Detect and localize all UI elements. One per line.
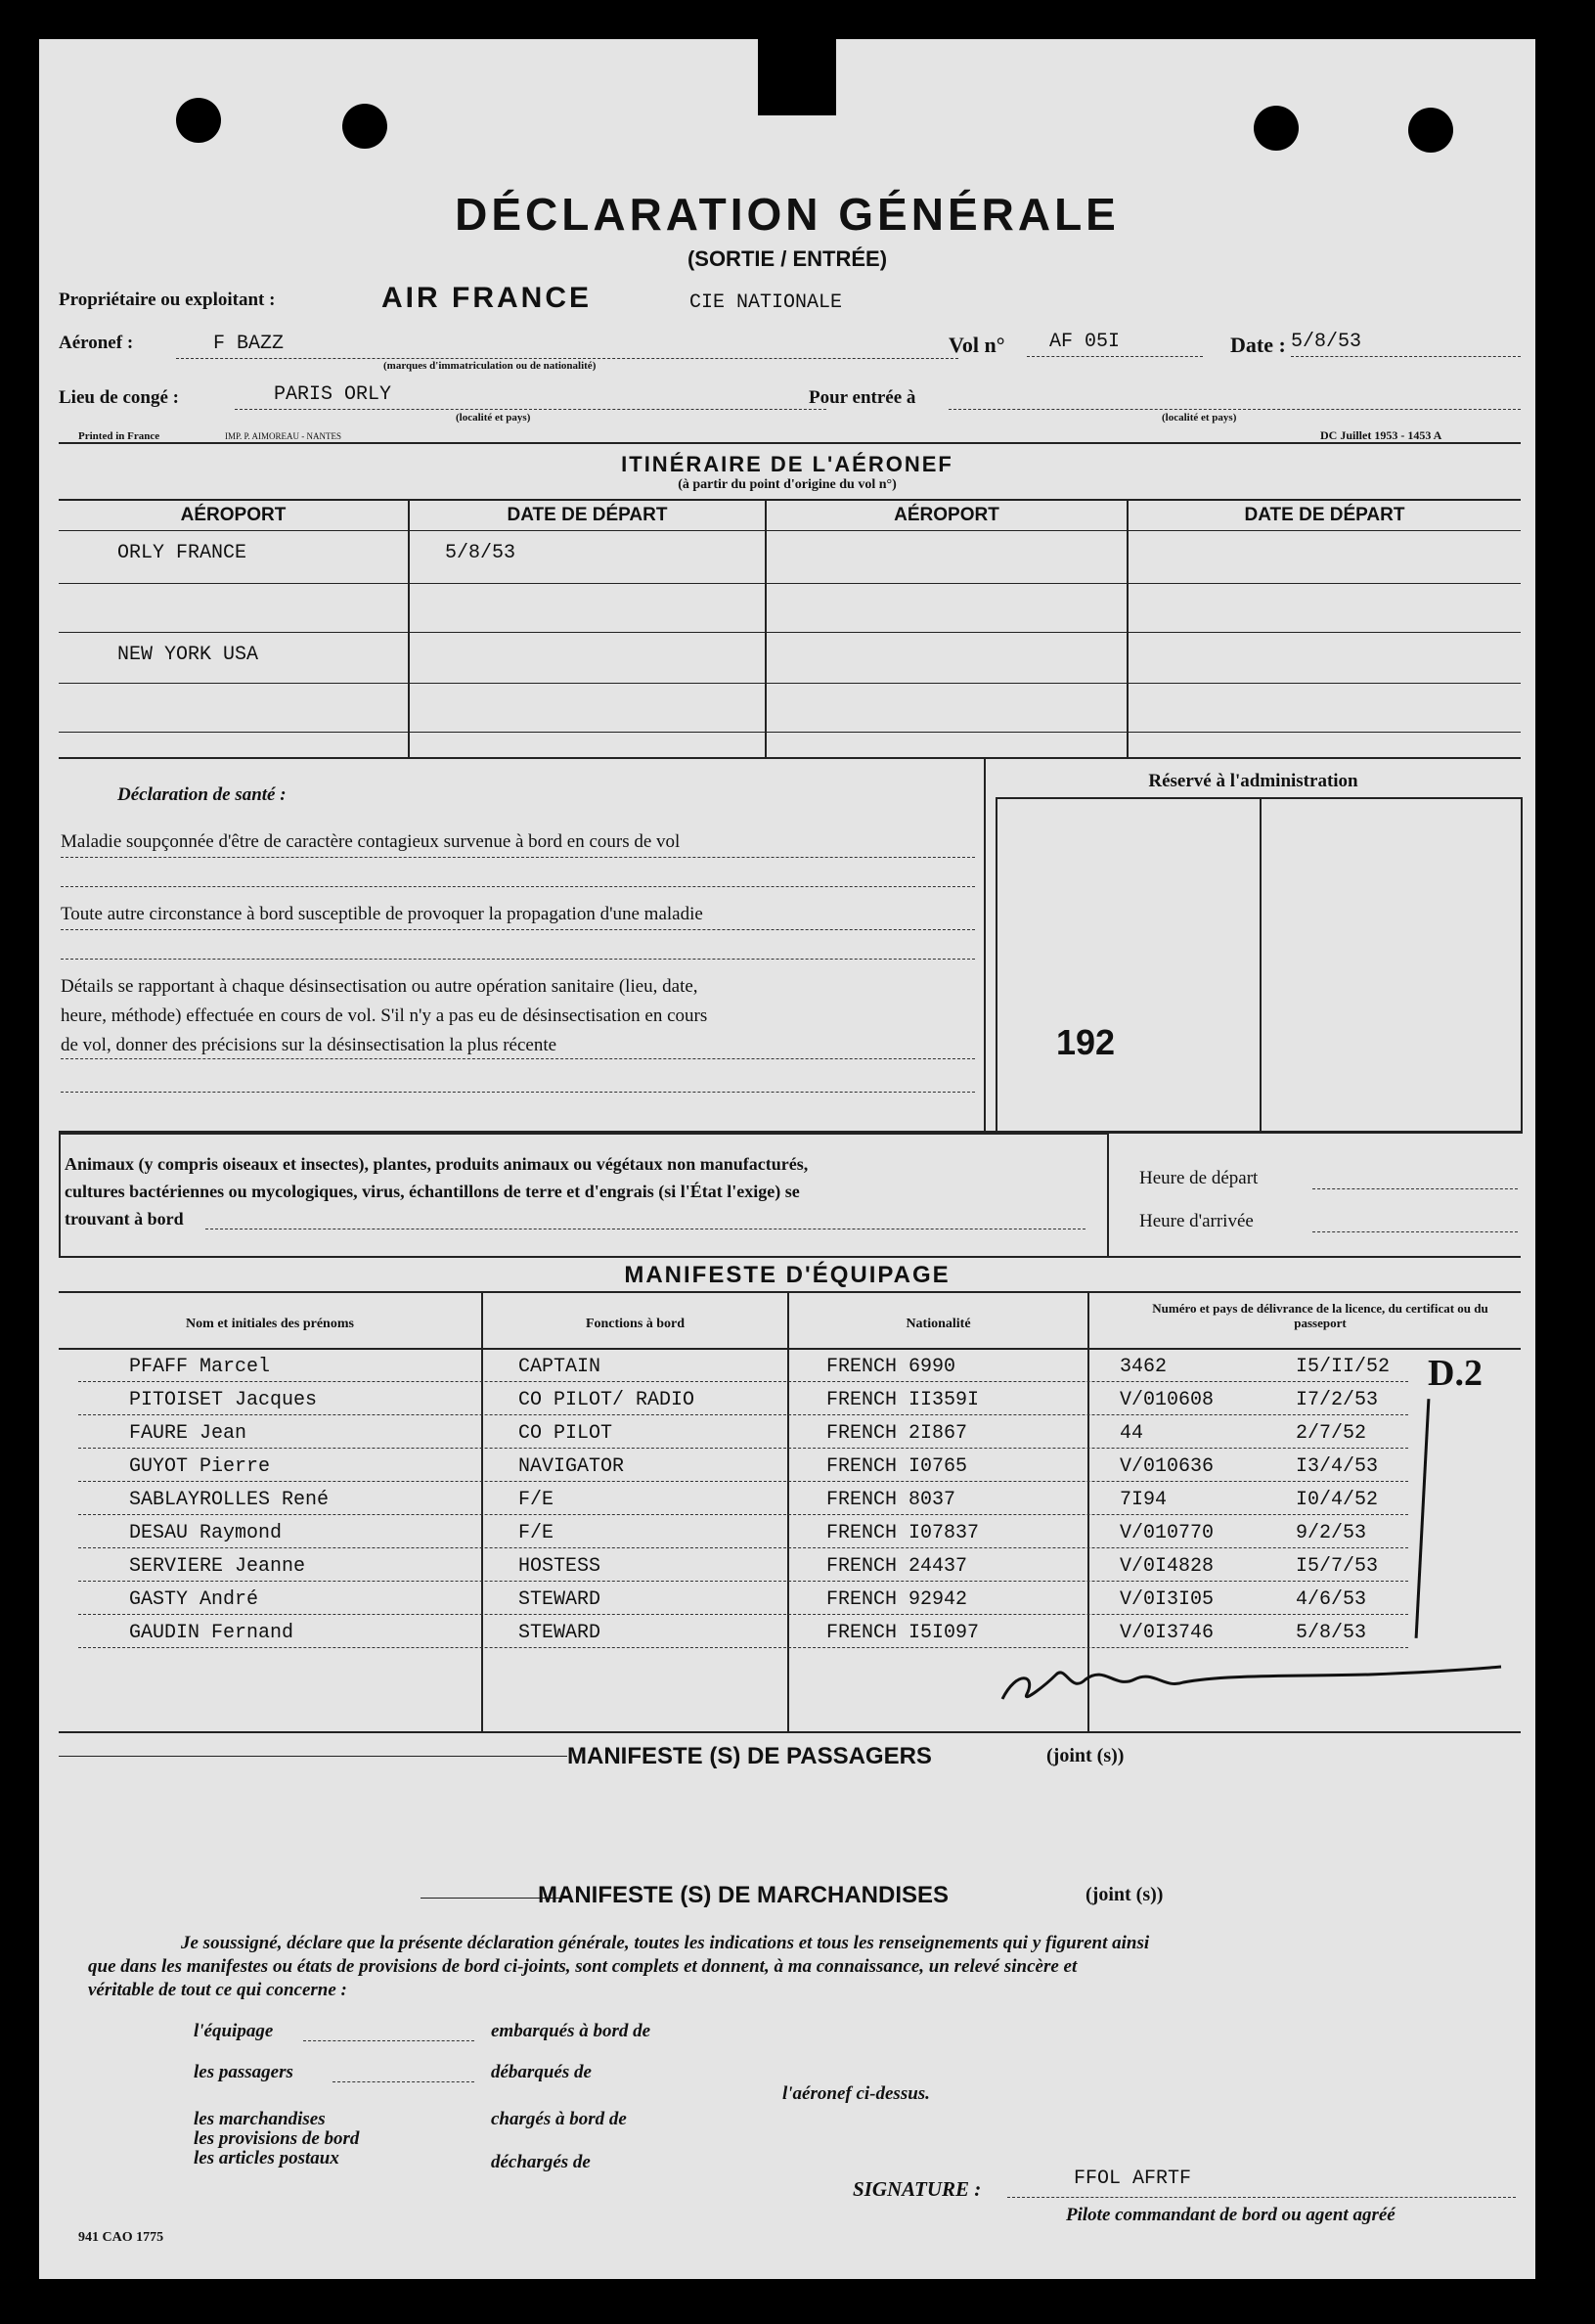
top-notch [758,37,836,115]
crew-cell-function: CO PILOT [518,1422,613,1445]
decl-mail: les articles postaux [194,2148,339,2168]
crew-row-line [78,1481,1408,1482]
crew-cell-function: NAVIGATOR [518,1455,625,1478]
crew-cell-date: 2/7/52 [1296,1422,1367,1445]
itinerary-title: ITINÉRAIRE DE L'AÉRONEF [621,452,953,476]
itinerary-header: DATE DE DÉPART [507,505,668,525]
crew-row-line [78,1381,1408,1382]
signature-label: SIGNATURE : [853,2177,982,2201]
punch-hole [176,98,221,143]
health-line3b: heure, méthode) effectuée en cours de vol. S'il n'y a pas eu de désinsectisation en cours [61,1006,708,1026]
signature-scribble [997,1645,1506,1714]
itinerary-table [59,501,1521,757]
passengers-title: MANIFESTE (S) DE PASSAGERS [567,1743,932,1769]
crew-cell-license: 44 [1120,1422,1144,1445]
owner-note: CIE NATIONALE [689,291,843,314]
crew-cell-nationality: FRENCH 92942 [826,1588,968,1611]
crew-row [59,1485,1521,1518]
crew-row-line [78,1547,1408,1548]
animals-line1: Animaux (y compris oiseaux et insectes), plantes, produits animaux ou végétaux non manufacturés, [65,1154,809,1174]
crew-row [59,1418,1521,1452]
itinerary-header: AÉROPORT [180,505,287,525]
crew-cell-name: SABLAYROLLES René [129,1489,330,1511]
crew-cell-date: I5/II/52 [1296,1356,1391,1378]
crew-cell-date: 9/2/53 [1296,1522,1367,1544]
date-label: Date : [1230,333,1286,357]
decl-cargo: les marchandises [194,2109,326,2129]
crew-cell-license: V/010636 [1120,1455,1215,1478]
crew-cell-nationality: FRENCH 2I867 [826,1422,968,1445]
itinerary-cell: ORLY FRANCE [117,542,247,564]
crew-cell-function: STEWARD [518,1622,601,1644]
passengers-joint: (joint (s)) [1046,1745,1125,1766]
crew-row [59,1452,1521,1485]
cargo-title: MANIFESTE (S) DE MARCHANDISES [538,1882,950,1908]
crew-row [59,1518,1521,1551]
crew-cell-date: I7/2/53 [1296,1389,1379,1411]
crew-row [59,1551,1521,1585]
crew-header: Nationalité [906,1317,971,1331]
crew-annotation: D.2 [1428,1353,1483,1394]
crew-header: Nom et initiales des prénoms [186,1317,354,1331]
decl-passengers: les passagers [194,2062,293,2082]
crew-cell-nationality: FRENCH 8037 [826,1489,956,1511]
flight-label: Vol n° [949,333,1005,357]
crew-cell-name: FAURE Jean [129,1422,247,1445]
health-title: Déclaration de santé : [117,784,287,805]
crew-row-line [78,1614,1408,1615]
crew-cell-license: V/0I3746 [1120,1622,1215,1644]
crew-row [59,1585,1521,1618]
crew-cell-license: V/010770 [1120,1522,1215,1544]
aircraft-value: F BAZZ [213,333,285,355]
crew-cell-name: PFAFF Marcel [129,1356,271,1378]
crew-cell-name: GUYOT Pierre [129,1455,271,1478]
decl-m3: chargés à bord de [491,2109,627,2129]
entry-label: Pour entrée à [809,387,916,408]
heure-arrivee-label: Heure d'arrivée [1139,1211,1254,1231]
itinerary-cell: 5/8/53 [445,542,516,564]
punch-hole [1408,108,1453,153]
admin-title: Réservé à l'administration [1148,771,1358,791]
itinerary-cell: NEW YORK USA [117,644,259,666]
crew-cell-license: V/0I3I05 [1120,1588,1215,1611]
crew-cell-function: STEWARD [518,1588,601,1611]
decl-m4: déchargés de [491,2152,591,2172]
crew-cell-function: CO PILOT/ RADIO [518,1389,695,1411]
decl-crew: l'équipage [194,2021,274,2041]
crew-row-line [78,1414,1408,1415]
printed-in: Printed in France [78,430,160,442]
crew-rows [59,1352,1521,1684]
health-line3c: de vol, donner des précisions sur la désinsectisation la plus récente [61,1035,557,1055]
aircraft-note: (marques d'immatriculation ou de nationalité) [383,360,597,372]
crew-cell-date: I3/4/53 [1296,1455,1379,1478]
owner-value: AIR FRANCE [381,282,592,314]
crew-cell-name: SERVIERE Jeanne [129,1555,306,1578]
crew-title: MANIFESTE D'ÉQUIPAGE [624,1262,951,1288]
crew-cell-name: GASTY André [129,1588,259,1611]
form-title: DÉCLARATION GÉNÉRALE [455,189,1120,240]
crew-cell-nationality: FRENCH 6990 [826,1356,956,1378]
crew-cell-function: HOSTESS [518,1555,601,1578]
itinerary-header: DATE DE DÉPART [1244,505,1405,525]
declaration-text3: véritable de tout ce qui concerne : [88,1980,347,2000]
admin-number: 192 [1056,1022,1116,1062]
departure-note: (localité et pays) [456,412,531,424]
decl-m2: débarqués de [491,2062,592,2082]
punch-hole [342,104,387,149]
crew-cell-function: F/E [518,1489,554,1511]
owner-label: Propriétaire ou exploitant : [59,290,276,310]
crew-row [59,1352,1521,1385]
crew-cell-nationality: FRENCH I07837 [826,1522,980,1544]
decl-m1: embarqués à bord de [491,2021,651,2041]
crew-header: Fonctions à bord [585,1317,686,1331]
crew-cell-name: DESAU Raymond [129,1522,283,1544]
crew-cell-function: CAPTAIN [518,1356,601,1378]
crew-cell-license: 3462 [1120,1356,1168,1378]
flight-value: AF 05I [1049,331,1121,353]
signature-value: FFOL AFRTF [1074,2168,1192,2190]
departure-value: PARIS ORLY [274,383,392,406]
decl-right: l'aéronef ci-dessus. [782,2083,930,2104]
declaration-text1: Je soussigné, déclare que la présente déclaration générale, toutes les indications et tous les renseignements qui y figurent ainsi [181,1933,1150,1953]
crew-cell-nationality: FRENCH I0765 [826,1455,968,1478]
crew-table [59,1293,1521,1731]
crew-cell-nationality: FRENCH I5I097 [826,1622,980,1644]
animals-line3: trouvant à bord [65,1209,184,1229]
crew-cell-nationality: FRENCH II359I [826,1389,980,1411]
crew-cell-date: 5/8/53 [1296,1622,1367,1644]
form-sheet [39,39,1535,2279]
crew-cell-name: GAUDIN Fernand [129,1622,294,1644]
heure-depart-label: Heure de départ [1139,1168,1259,1188]
decl-provisions: les provisions de bord [194,2128,360,2149]
printer: IMP. P. AIMOREAU - NANTES [225,431,342,441]
crew-cell-license: 7I94 [1120,1489,1168,1511]
crew-row-line [78,1514,1408,1515]
crew-row-line [78,1581,1408,1582]
aircraft-label: Aéronef : [59,333,134,353]
animals-line2: cultures bactériennes ou mycologiques, virus, échantillons de terre et d'engrais (si l'État l'exige) se [65,1182,800,1201]
crew-cell-function: F/E [518,1522,554,1544]
crew-cell-name: PITOISET Jacques [129,1389,318,1411]
crew-cell-license: V/010608 [1120,1389,1215,1411]
crew-cell-date: I0/4/52 [1296,1489,1379,1511]
departure-label: Lieu de congé : [59,387,179,408]
crew-cell-date: I5/7/53 [1296,1555,1379,1578]
signature-role: Pilote commandant de bord ou agent agréé [1066,2205,1396,2225]
footer-code: 941 CAO 1775 [78,2230,164,2245]
declaration-text2: que dans les manifestes ou états de provisions de bord ci-joints, sont complets et donnent, à ma connaissance, un relevé sincère et [88,1956,1078,1977]
crew-row [59,1385,1521,1418]
itinerary-header: AÉROPORT [894,505,999,525]
date-value: 5/8/53 [1291,331,1362,353]
cargo-joint: (joint (s)) [1085,1884,1164,1905]
crew-header: Numéro et pays de délivrance de la licence, du certificat ou du passeport [1152,1301,1488,1330]
health-line3a: Détails se rapportant à chaque désinsectisation ou autre opération sanitaire (lieu, date, [61,976,698,997]
crew-cell-date: 4/6/53 [1296,1588,1367,1611]
punch-hole [1254,106,1299,151]
crew-row-line [78,1448,1408,1449]
itinerary-subtitle: (à partir du point d'origine du vol n°) [678,477,897,492]
crew-cell-license: V/0I4828 [1120,1555,1215,1578]
crew-cell-nationality: FRENCH 24437 [826,1555,968,1578]
health-line2: Toute autre circonstance à bord susceptible de provoquer la propagation d'une maladie [61,904,703,924]
entry-note: (localité et pays) [1162,412,1237,424]
form-ref: DC Juillet 1953 - 1453 A [1320,428,1442,442]
health-line1: Maladie soupçonnée d'être de caractère contagieux survenue à bord en cours de vol [61,831,681,852]
form-subtitle: (SORTIE / ENTRÉE) [687,246,888,271]
